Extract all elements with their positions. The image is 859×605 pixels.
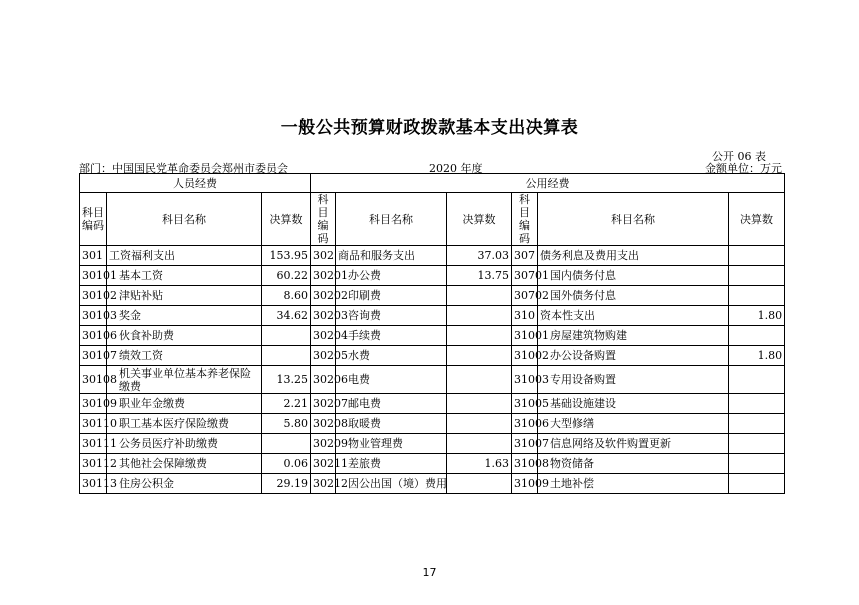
amount-cell	[447, 366, 512, 394]
code-cell: 310	[512, 306, 538, 326]
code-cell: 30205	[311, 346, 336, 366]
form-code: 公开 06 表	[712, 150, 766, 163]
header-amount: 决算数	[729, 193, 785, 246]
amount-cell	[729, 454, 785, 474]
amount-cell	[447, 306, 512, 326]
amount-cell	[729, 286, 785, 306]
name-cell: 取暖费	[336, 414, 447, 434]
amount-cell: 8.60	[262, 286, 311, 306]
code-cell: 31001	[512, 326, 538, 346]
amount-cell: 153.95	[262, 246, 311, 266]
name-cell: 职业年金缴费	[107, 394, 262, 414]
amount-cell	[447, 414, 512, 434]
name-cell: 公务员医疗补助缴费	[107, 434, 262, 454]
name-cell: 物资储备	[538, 454, 729, 474]
code-cell: 30102	[80, 286, 107, 306]
code-cell: 31002	[512, 346, 538, 366]
amount-cell: 1.80	[729, 306, 785, 326]
department-label: 部门：中国国民党革命委员会郑州市委员会	[79, 162, 288, 175]
amount-cell	[729, 326, 785, 346]
code-cell: 30202	[311, 286, 336, 306]
table-row	[80, 434, 785, 454]
name-cell: 手续费	[336, 326, 447, 346]
code-cell: 31006	[512, 414, 538, 434]
amount-cell: 13.25	[262, 366, 311, 394]
name-cell: 住房公积金	[107, 474, 262, 494]
name-cell: 物业管理费	[336, 434, 447, 454]
code-cell: 30209	[311, 434, 336, 454]
table-row	[80, 306, 785, 326]
header-name: 科目名称	[107, 193, 262, 246]
year-label: 2020 年度	[429, 162, 483, 175]
name-cell: 咨询费	[336, 306, 447, 326]
name-cell: 大型修缮	[538, 414, 729, 434]
amount-cell	[729, 246, 785, 266]
code-cell: 30108	[80, 366, 107, 394]
name-cell: 电费	[336, 366, 447, 394]
amount-cell: 1.63	[447, 454, 512, 474]
header-code: 科目编码	[512, 193, 538, 246]
unit-label: 金额单位：万元	[705, 162, 782, 175]
name-cell: 因公出国（境）费用	[336, 474, 447, 494]
name-cell: 基本工资	[107, 266, 262, 286]
amount-cell	[447, 434, 512, 454]
table-row	[80, 474, 785, 494]
code-cell: 30207	[311, 394, 336, 414]
code-cell: 31007	[512, 434, 538, 454]
amount-cell	[447, 474, 512, 494]
name-cell: 伙食补助费	[107, 326, 262, 346]
name-cell: 国外债务付息	[538, 286, 729, 306]
header-code: 科目编码	[80, 193, 107, 246]
code-cell: 30101	[80, 266, 107, 286]
name-cell: 办公设备购置	[538, 346, 729, 366]
name-cell: 商品和服务支出	[336, 246, 447, 266]
amount-cell: 37.03	[447, 246, 512, 266]
code-cell: 30201	[311, 266, 336, 286]
name-cell: 基础设施建设	[538, 394, 729, 414]
amount-cell	[447, 394, 512, 414]
amount-cell	[729, 394, 785, 414]
expenditure-table	[79, 173, 785, 494]
name-cell: 奖金	[107, 306, 262, 326]
code-cell: 31008	[512, 454, 538, 474]
name-cell: 职工基本医疗保险缴费	[107, 414, 262, 434]
name-cell: 印刷费	[336, 286, 447, 306]
amount-cell: 29.19	[262, 474, 311, 494]
header-name: 科目名称	[336, 193, 447, 246]
name-cell: 信息网络及软件购置更新	[538, 434, 729, 454]
amount-cell	[262, 326, 311, 346]
amount-cell: 13.75	[447, 266, 512, 286]
amount-cell: 0.06	[262, 454, 311, 474]
code-cell: 30211	[311, 454, 336, 474]
code-cell: 301	[80, 246, 107, 266]
name-cell: 水费	[336, 346, 447, 366]
page-title: 一般公共预算财政拨款基本支出决算表	[280, 118, 579, 138]
code-cell: 30204	[311, 326, 336, 346]
code-cell: 30203	[311, 306, 336, 326]
name-cell: 专用设备购置	[538, 366, 729, 394]
header-amount: 决算数	[262, 193, 311, 246]
amount-cell	[447, 326, 512, 346]
code-cell: 30212	[311, 474, 336, 494]
name-cell: 办公费	[336, 266, 447, 286]
code-cell: 30113	[80, 474, 107, 494]
table-row	[80, 414, 785, 434]
amount-cell: 2.21	[262, 394, 311, 414]
amount-cell: 34.62	[262, 306, 311, 326]
amount-cell: 5.80	[262, 414, 311, 434]
code-cell: 30103	[80, 306, 107, 326]
name-cell: 工资福利支出	[107, 246, 262, 266]
table-row	[80, 454, 785, 474]
code-cell: 30206	[311, 366, 336, 394]
code-cell: 30112	[80, 454, 107, 474]
code-cell: 30208	[311, 414, 336, 434]
code-cell: 307	[512, 246, 538, 266]
amount-cell	[729, 366, 785, 394]
name-cell: 土地补偿	[538, 474, 729, 494]
table-row	[80, 326, 785, 346]
table-row	[80, 394, 785, 414]
amount-cell: 1.80	[729, 346, 785, 366]
name-cell: 机关事业单位基本养老保险缴费	[107, 366, 262, 394]
header-amount: 决算数	[447, 193, 512, 246]
code-cell: 30107	[80, 346, 107, 366]
code-cell: 30701	[512, 266, 538, 286]
group-personnel: 人员经费	[80, 174, 311, 193]
name-cell: 其他社会保障缴费	[107, 454, 262, 474]
group-public: 公用经费	[311, 174, 785, 193]
code-cell: 30111	[80, 434, 107, 454]
table-row	[80, 266, 785, 286]
code-cell: 30702	[512, 286, 538, 306]
amount-cell	[729, 266, 785, 286]
name-cell: 债务利息及费用支出	[538, 246, 729, 266]
amount-cell	[729, 414, 785, 434]
name-cell: 绩效工资	[107, 346, 262, 366]
name-cell: 国内债务付息	[538, 266, 729, 286]
name-cell: 差旅费	[336, 454, 447, 474]
table-row	[80, 346, 785, 366]
amount-cell	[262, 346, 311, 366]
code-cell: 30109	[80, 394, 107, 414]
code-cell: 30110	[80, 414, 107, 434]
code-cell: 31009	[512, 474, 538, 494]
page-number: 17	[422, 566, 437, 579]
amount-cell	[262, 434, 311, 454]
name-cell: 津贴补贴	[107, 286, 262, 306]
name-cell: 房屋建筑物购建	[538, 326, 729, 346]
code-cell: 30106	[80, 326, 107, 346]
header-code: 科目编码	[311, 193, 336, 246]
code-cell: 31005	[512, 394, 538, 414]
table-row	[80, 366, 785, 394]
name-cell: 资本性支出	[538, 306, 729, 326]
code-cell: 31003	[512, 366, 538, 394]
amount-cell: 60.22	[262, 266, 311, 286]
name-cell: 邮电费	[336, 394, 447, 414]
amount-cell	[729, 474, 785, 494]
amount-cell	[729, 434, 785, 454]
amount-cell	[447, 286, 512, 306]
table-row	[80, 246, 785, 266]
table-row	[80, 286, 785, 306]
header-name: 科目名称	[538, 193, 729, 246]
amount-cell	[447, 346, 512, 366]
code-cell: 302	[311, 246, 336, 266]
